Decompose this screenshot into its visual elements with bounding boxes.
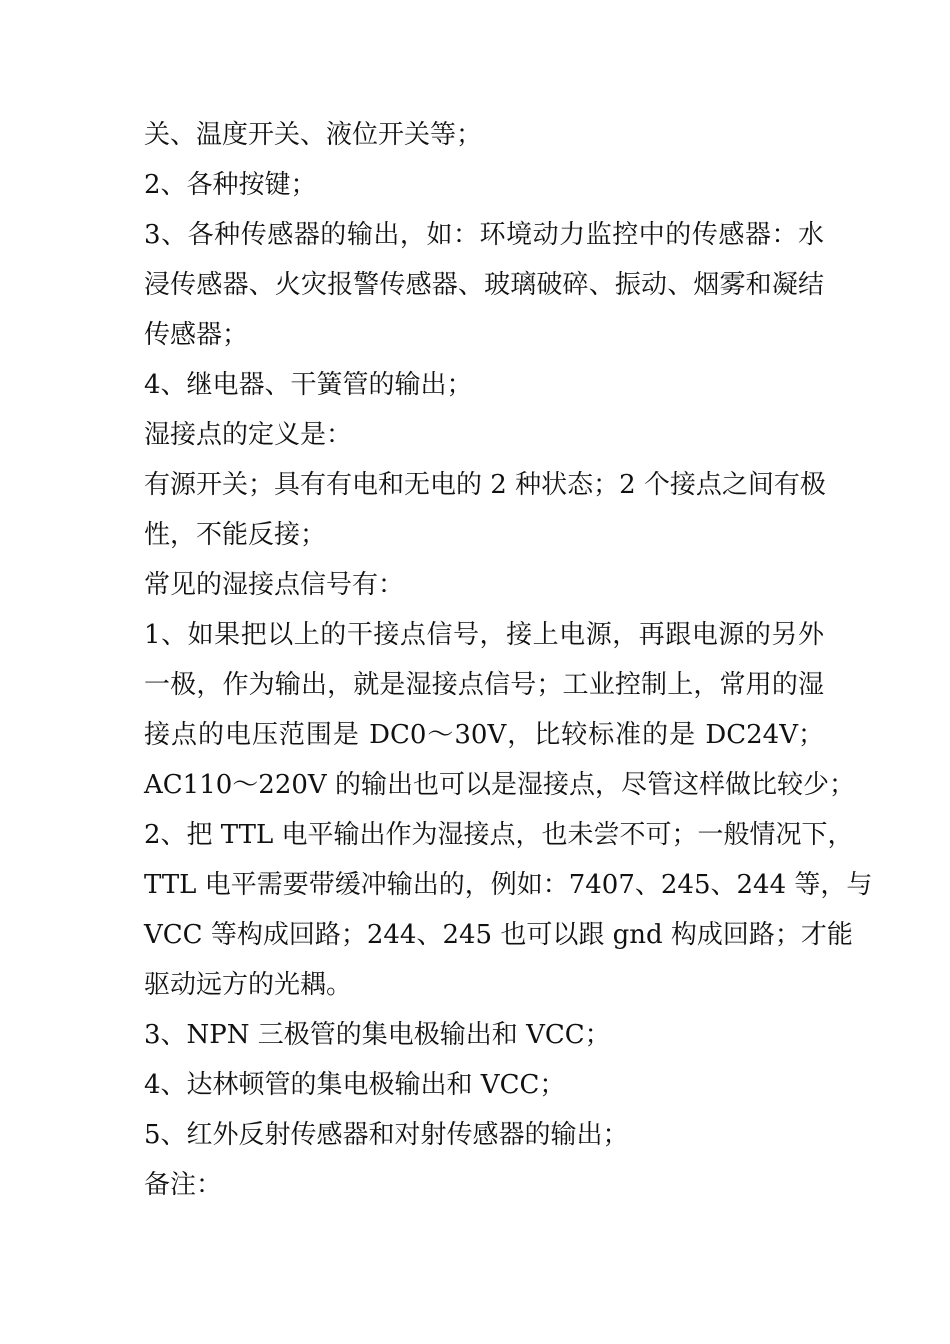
text-line: VCC 等构成回路；244、245 也可以跟 gnd 构成回路；才能 — [144, 920, 853, 950]
text-line: 3、NPN 三极管的集电极输出和 VCC； — [144, 1020, 611, 1050]
text-line: 一极，作为输出，就是湿接点信号；工业控制上，常用的湿 — [144, 670, 824, 700]
text-line: 接点的电压范围是 DC0～30V，比较标准的是 DC24V； — [144, 720, 824, 750]
text-line: 1、如果把以上的干接点信号，接上电源，再跟电源的另外 — [144, 620, 824, 650]
text-line: 3、各种传感器的输出，如：环境动力监控中的传感器：水 — [144, 220, 824, 250]
document-body — [144, 110, 873, 1210]
text-line: 2、各种按键； — [144, 170, 317, 200]
text-line: 传感器； — [144, 320, 249, 350]
text-line: 有源开关；具有有电和无电的 2 种状态；2 个接点之间有极 — [144, 470, 826, 500]
text-line: 湿接点的定义是： — [144, 420, 353, 450]
text-line: 备注： — [144, 1170, 223, 1200]
text-line: 性，不能反接； — [144, 520, 327, 550]
text-line: 关、温度开关、液位开关等； — [144, 120, 483, 150]
text-line: 5、红外反射传感器和对射传感器的输出； — [144, 1120, 629, 1150]
text-line: 2、把 TTL 电平输出作为湿接点，也未尝不可；一般情况下， — [144, 820, 854, 850]
text-line: 4、达林顿管的集电极输出和 VCC； — [144, 1070, 566, 1100]
text-line: TTL 电平需要带缓冲输出的，例如：7407、245、244 等，与 — [144, 870, 873, 900]
text-line: 常见的湿接点信号有： — [144, 570, 405, 600]
text-line: 驱动远方的光耦。 — [144, 970, 353, 1000]
text-line: 4、继电器、干簧管的输出； — [144, 370, 473, 400]
text-line: AC110～220V 的输出也可以是湿接点，尽管这样做比较少； — [144, 770, 855, 800]
text-line: 浸传感器、火灾报警传感器、玻璃破碎、振动、烟雾和凝结 — [144, 270, 824, 300]
